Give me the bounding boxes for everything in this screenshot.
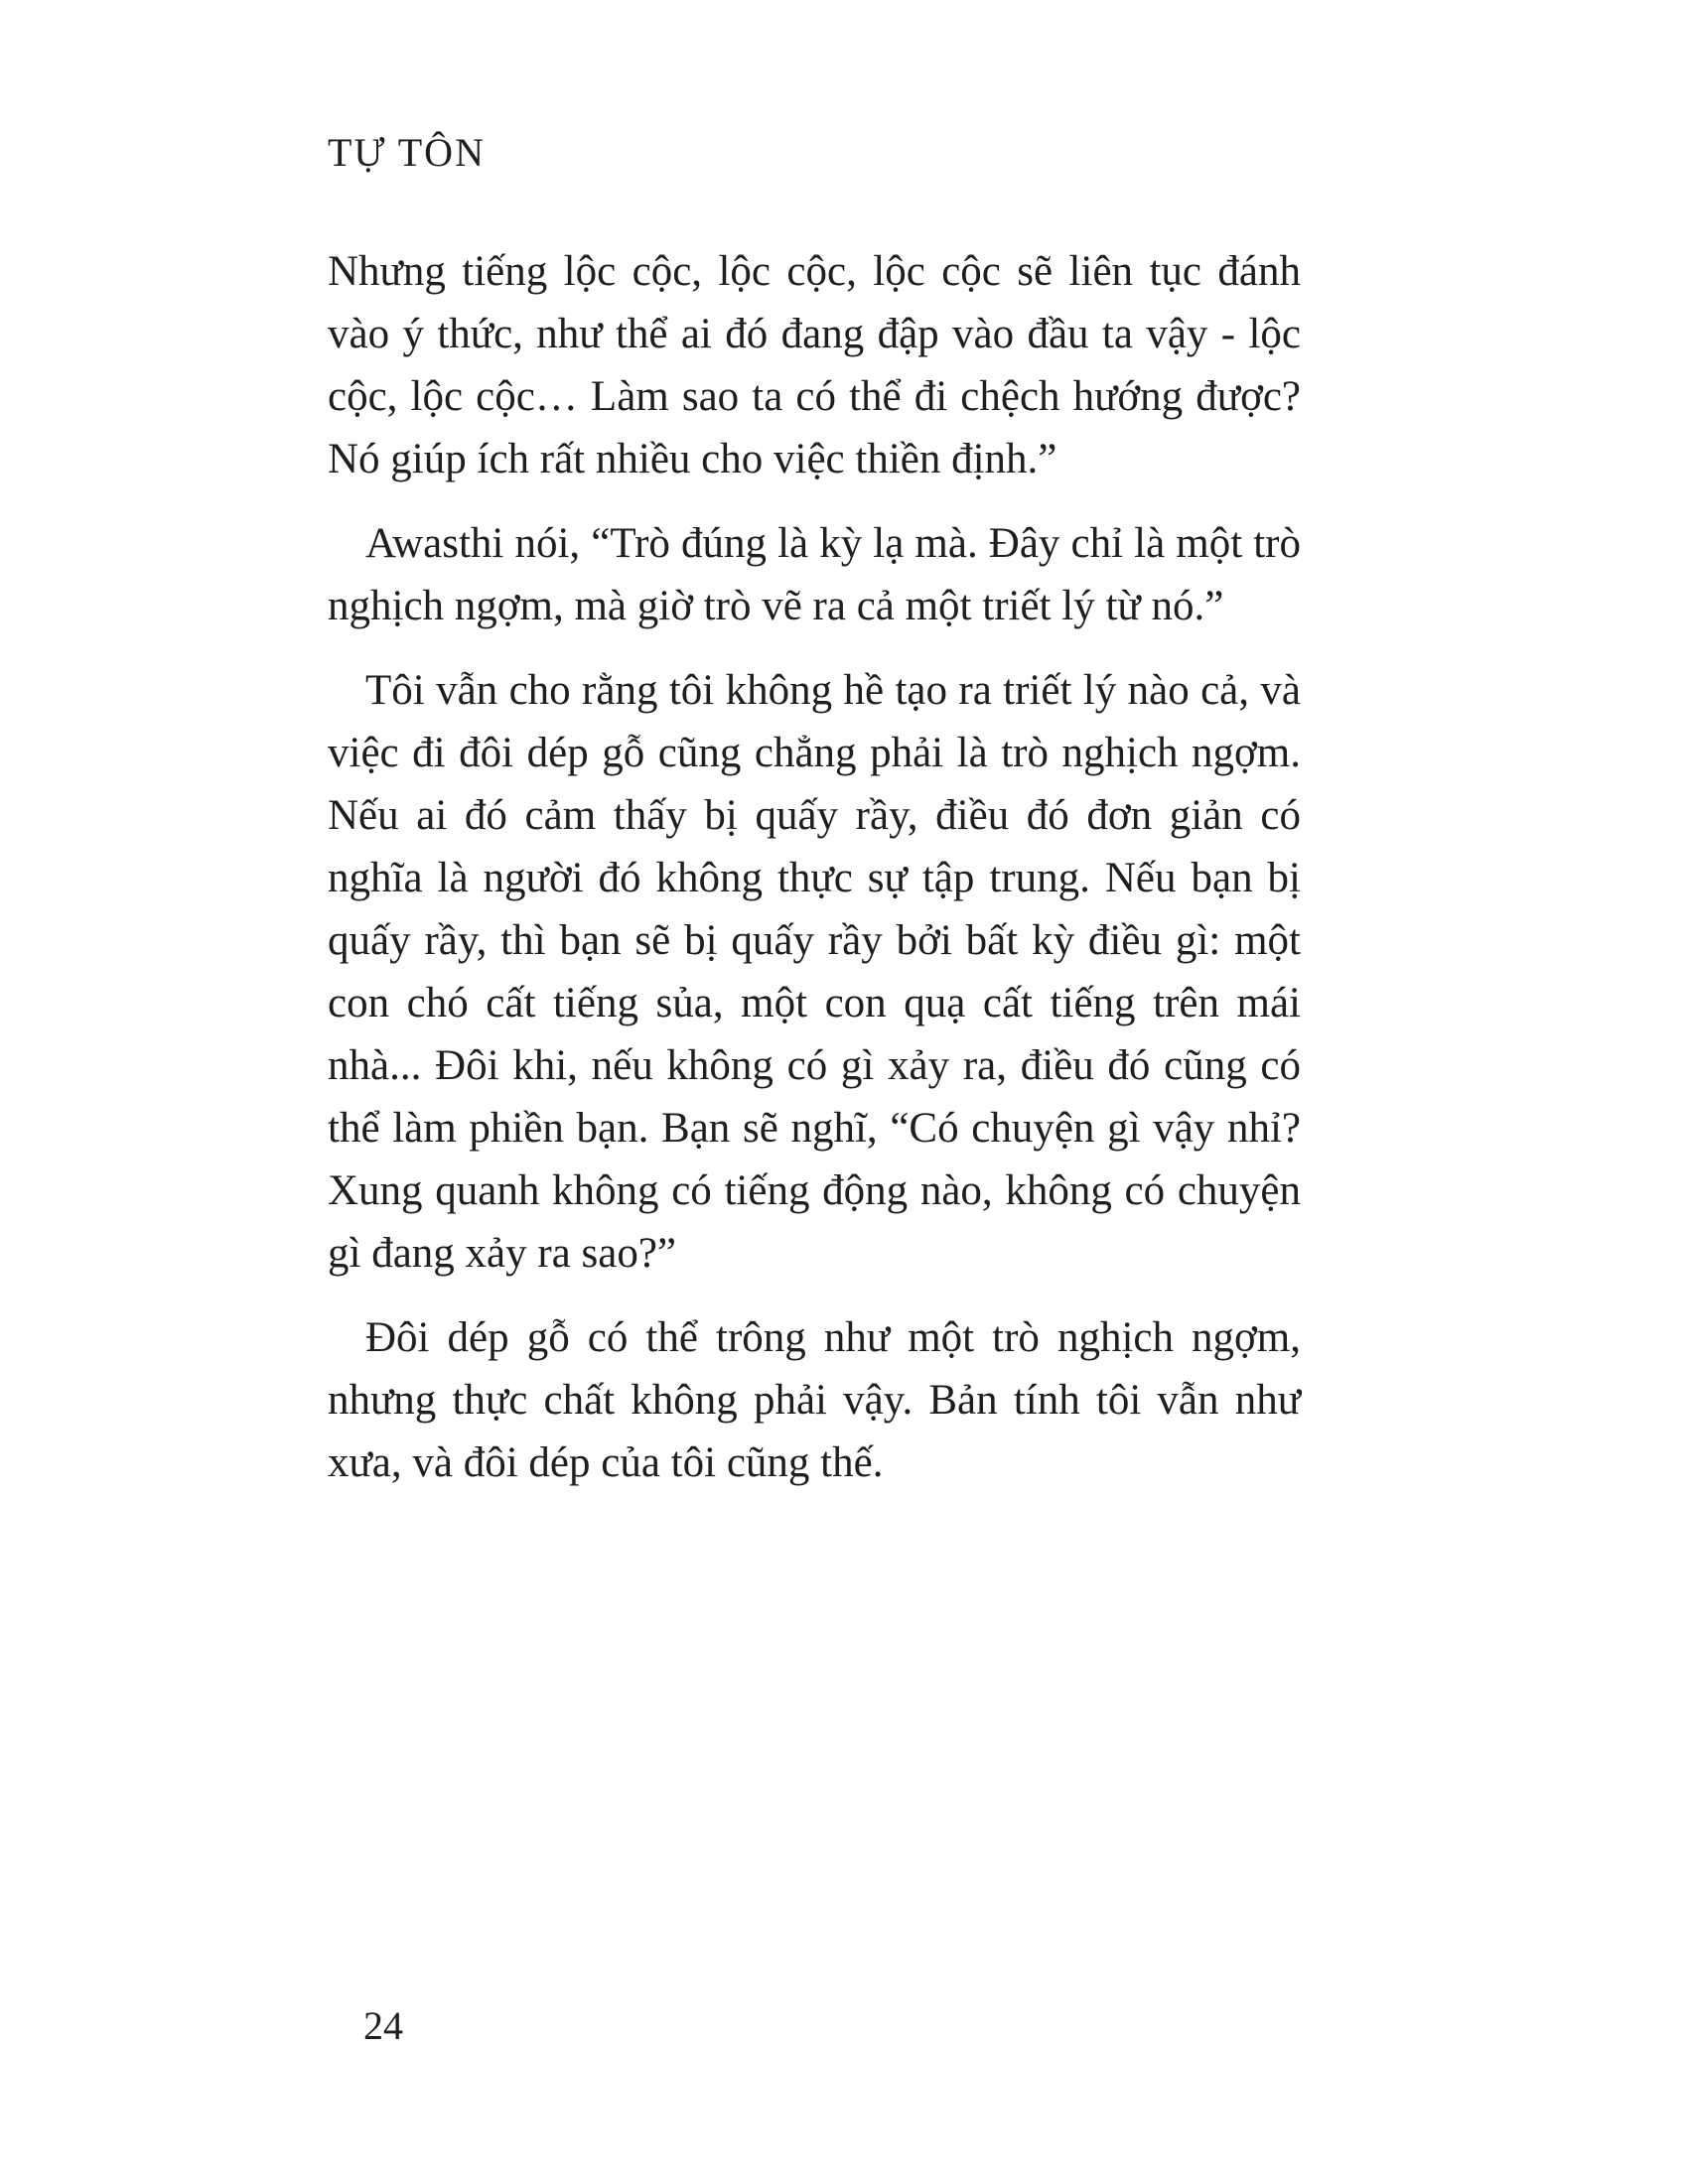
paragraph: Nhưng tiếng lộc cộc, lộc cộc, lộc cộc sẽ liên tục đánh vào ý thức, như thể ai đó đang đập vào đầu ta vậy - lộc cộc, lộc cộc… Làm sao ta có thể đi chệch hướng được? Nó giúp ích rất nhiều cho việc thiền định.” xyxy=(328,248,1301,482)
paragraph: Đôi dép gỗ có thể trông như một trò nghịch ngợm, nhưng thực chất không phải vậy. Bản tính tôi vẫn như xưa, và đôi dép của tôi cũng thế. xyxy=(328,1314,1301,1486)
running-header: TỰ TÔN xyxy=(328,130,486,175)
paragraph: Tôi vẫn cho rằng tôi không hề tạo ra triết lý nào cả, và việc đi đôi dép gỗ cũng chẳng phải là trò nghịch ngợm. Nếu ai đó cảm thấy bị quấy rầy, điều đó đơn giản có nghĩa là người đó không thực sự tập trung. Nếu bạn bị quấy rầy, thì bạn sẽ bị quấy rầy bởi bất kỳ điều gì: một con chó cất tiếng sủa, một con quạ cất tiếng trên mái nhà... Đôi khi, nếu không có gì xảy ra, điều đó cũng có thể làm phiền bạn. Bạn sẽ nghĩ, “Có chuyện gì vậy nhỉ? Xung quanh không có tiếng động nào, không có chuyện gì đang xảy ra sao?” xyxy=(328,667,1301,1277)
body-text xyxy=(328,240,1301,1494)
paragraph: Awasthi nói, “Trò đúng là kỳ lạ mà. Đây chỉ là một trò nghịch ngợm, mà giờ trò vẽ ra cả một triết lý từ nó.” xyxy=(328,520,1301,629)
page-number: 24 xyxy=(363,2003,403,2048)
